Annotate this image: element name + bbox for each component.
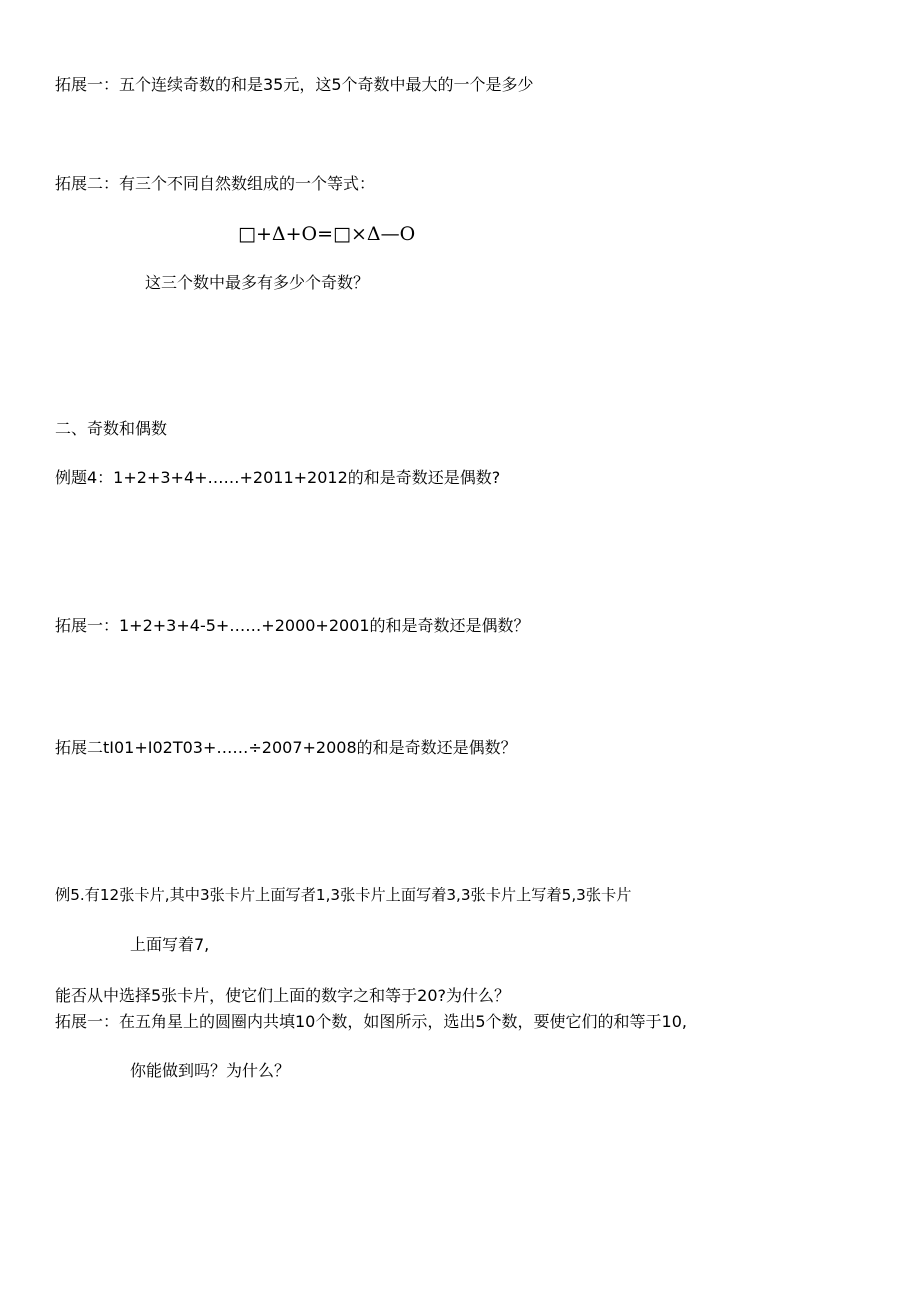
extension-one-star-line-1: 拓展一：在五角星上的圆圈内共填10个数，如图所示，选出5个数，要使它们的和等于10,: [55, 1012, 687, 1031]
extension-one-consecutive-odd-numbers: 拓展一：五个连续奇数的和是35元，这5个奇数中最大的一个是多少: [55, 75, 534, 94]
section-title-odd-even: 二、奇数和偶数: [55, 419, 168, 438]
extension-one-sum-parity: 拓展一：1+2+3+4-5+……+2000+2001的和是奇数还是偶数？: [55, 616, 530, 635]
example-5-question: 能否从中选择5张卡片，使它们上面的数字之和等于20?为什么？: [55, 986, 511, 1005]
example-4: 例题4：1+2+3+4+……+2011+2012的和是奇数还是偶数?: [55, 468, 501, 487]
example-5-line-1: 例5.有12张卡片,其中3张卡片上面写者1,3张卡片上面写着3,3张卡片上写着5,3张卡片: [55, 886, 632, 904]
extension-two-question: 这三个数中最多有多少个奇数？: [145, 273, 370, 292]
extension-one-star-line-2: 你能做到吗？为什么？: [130, 1061, 291, 1080]
symbol-equation: □+Δ+O=□×Δ—O: [238, 223, 416, 245]
example-5-line-2: 上面写着7,: [130, 935, 210, 954]
extension-two-sum-parity: 拓展二tI01+I02T03+……÷2007+2008的和是奇数还是偶数？: [55, 738, 517, 757]
extension-two-equation-intro: 拓展二：有三个不同自然数组成的一个等式：: [55, 174, 376, 193]
